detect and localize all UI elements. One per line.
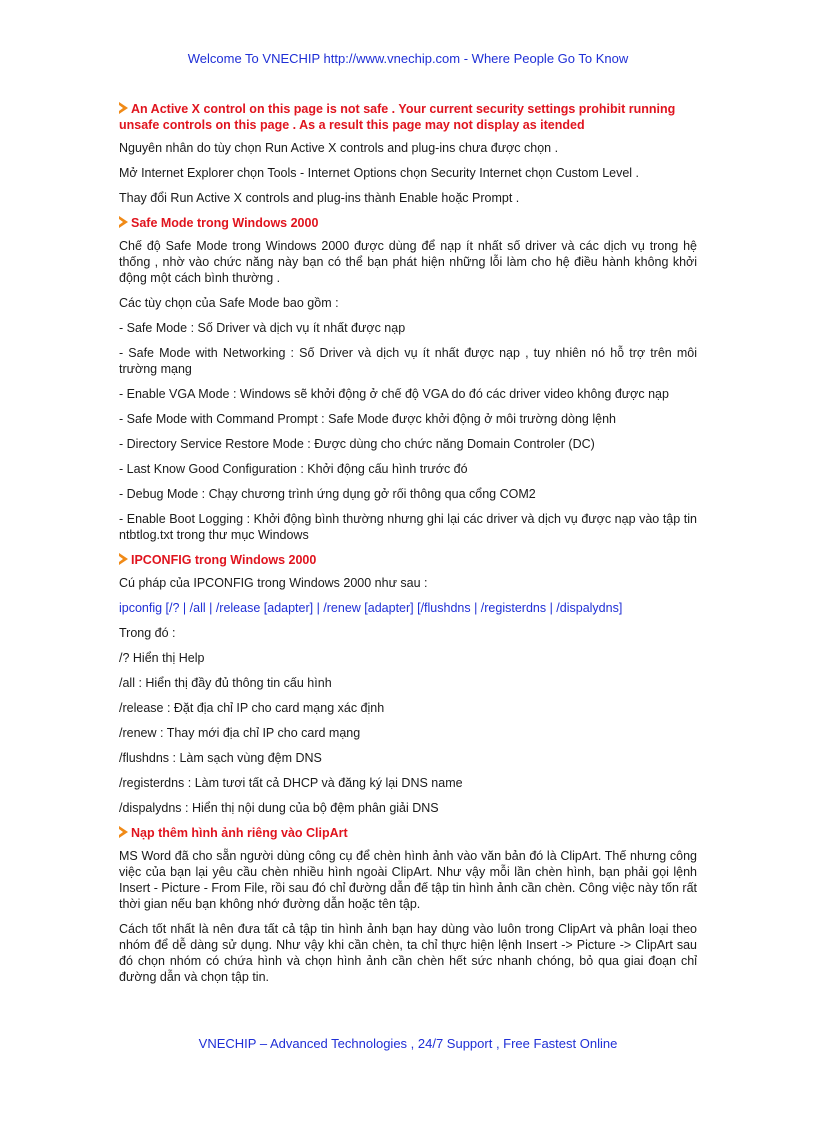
paragraph: MS Word đã cho sẵn người dùng công cụ để chèn hình ảnh vào văn bản đó là ClipArt. Thế nhưng công việc của bạn lại yêu cầu chèn nhiều hình ngoài ClipArt. Như vậy mỗi lần chèn hình, bạn phải gọi lệnh Insert - Picture - From File, rồi sau đó chỉ đường dẫn đế tập tin hình ảnh cần chèn. Công việc này tốn rất thời gian nếu bạn không nhớ đường dẫn hoặc tên tập. — [119, 849, 697, 911]
page-footer: VNECHIP – Advanced Technologies , 24/7 Support , Free Fastest Online — [198, 1036, 618, 1051]
list-item: - Safe Mode with Command Prompt : Safe Mode được khởi động ở môi trường dòng lệnh — [119, 412, 616, 426]
section-heading-activex — [119, 101, 697, 133]
heading-text: Nạp thêm hình ảnh riêng vào ClipArt — [131, 826, 348, 840]
heading-text: An Active X control on this page is not safe . Your current security settings prohibit running unsafe controls on this page . As a result this page may not display as itended — [119, 102, 676, 132]
list-item: /dispalydns : Hiển thị nội dung của bộ đệm phân giải DNS — [119, 801, 439, 815]
paragraph: Cú pháp của IPCONFIG trong Windows 2000 như sau : — [119, 576, 428, 590]
list-item: - Safe Mode : Số Driver và dịch vụ ít nhất được nạp — [119, 321, 406, 335]
heading-text: IPCONFIG trong Windows 2000 — [131, 553, 317, 567]
list-item: - Enable Boot Logging : Khởi động bình thường nhưng ghi lại các driver và dịch vụ được nạp vào tập tin ntbtlog.txt trong thư mục Windows — [119, 512, 697, 542]
list-item: /renew : Thay mới địa chỉ IP cho card mạng — [119, 726, 361, 740]
list-item: /release : Đặt địa chỉ IP cho card mạng xác định — [119, 701, 385, 715]
page-header: Welcome To VNECHIP http://www.vnechip.com - Where People Go To Know — [187, 51, 629, 66]
section-heading-clipart — [119, 825, 697, 841]
paragraph: Mở Internet Explorer chọn Tools - Internet Options chọn Security Internet chọn Custom Level . — [119, 166, 640, 180]
section-heading-safemode — [119, 215, 697, 231]
section-heading-ipconfig — [119, 552, 697, 568]
list-item: - Directory Service Restore Mode : Được dùng cho chức năng Domain Controler (DC) — [119, 437, 595, 451]
list-item: - Last Know Good Configuration : Khởi động cấu hình trước đó — [119, 462, 468, 476]
arrow-bullet-icon — [119, 216, 128, 228]
document-body — [119, 101, 697, 994]
list-item: - Enable VGA Mode : Windows sẽ khởi động ở chế độ VGA do đó các driver video không được nạp — [119, 387, 669, 401]
arrow-bullet-icon — [119, 826, 128, 838]
list-item: /? Hiển thị Help — [119, 651, 205, 665]
heading-text: Safe Mode trong Windows 2000 — [131, 216, 319, 230]
list-item: - Debug Mode : Chạy chương trình ứng dụng gở rối thông qua cổng COM2 — [119, 487, 536, 501]
list-item: - Safe Mode with Networking : Số Driver và dịch vụ ít nhất được nạp , tuy nhiên nó hỗ trợ trên môi trường mạng — [119, 346, 697, 376]
ipconfig-syntax: ipconfig [/? | /all | /release [adapter] | /renew [adapter] [/flushdns | /registerdns | /dispalydns] — [119, 601, 623, 615]
list-item: /registerdns : Làm tươi tất cả DHCP và đăng ký lại DNS name — [119, 776, 463, 790]
paragraph: Cách tốt nhất là nên đưa tất cả tập tin hình ảnh bạn hay dùng vào luôn trong ClipArt và phân loại theo nhóm để dễ dàng sử dụng. Như vậy khi cần chèn, ta chỉ thực hiện lệnh Insert -> Picture -> ClipArt sau đó chọn nhóm có chứa hình và chọn hình ảnh cần chèn hết sức nhanh chóng, bỏ qua giai đoạn chỉ đường dẫn và chọn tập tin. — [119, 922, 697, 984]
list-item: /flushdns : Làm sạch vùng đệm DNS — [119, 751, 322, 765]
paragraph: Trong đó : — [119, 626, 176, 640]
paragraph: Thay đổi Run Active X controls and plug-ins thành Enable hoặc Prompt . — [119, 191, 520, 205]
arrow-bullet-icon — [119, 102, 128, 114]
paragraph: Các tùy chọn của Safe Mode bao gồm : — [119, 296, 339, 310]
arrow-bullet-icon — [119, 553, 128, 565]
paragraph: Chế độ Safe Mode trong Windows 2000 được dùng để nạp ít nhất số driver và các dịch vụ trong hệ thống , nhờ vào chức năng này bạn có thể bạn phát hiện những lỗi làm cho hệ điều hành không khởi động một cách bình thường . — [119, 239, 697, 285]
list-item: /all : Hiển thị đầy đủ thông tin cấu hình — [119, 676, 332, 690]
paragraph: Nguyên nhân do tùy chọn Run Active X controls and plug-ins chưa được chọn . — [119, 141, 559, 155]
